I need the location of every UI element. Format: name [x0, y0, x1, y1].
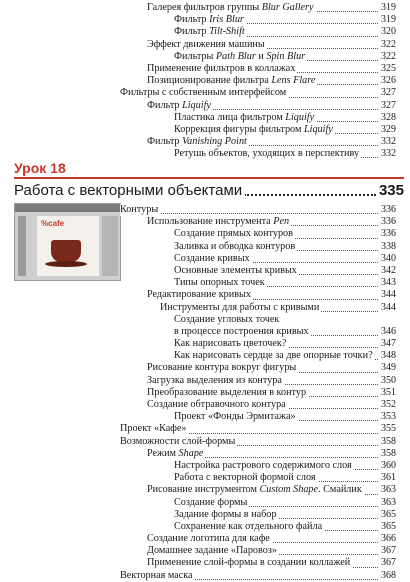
toc-entry[interactable]: [0, 350, 410, 362]
entry-text: Создание прямых контуров: [174, 228, 293, 240]
entry-title: [147, 100, 213, 112]
toc-entry[interactable]: [0, 136, 410, 148]
entry-text: Работа с векторной формой слоя: [174, 472, 316, 484]
entry-title: [147, 63, 297, 75]
entry-title: [174, 26, 247, 38]
entry-title: [174, 14, 246, 26]
entry-page: 327: [381, 99, 396, 111]
entry-page: 360: [381, 459, 396, 471]
toc-entry[interactable]: [0, 472, 410, 484]
entry-text: Галерея фильтров группы: [147, 2, 262, 13]
toc-entry[interactable]: [0, 14, 410, 26]
entry-page: 332: [381, 148, 396, 160]
entry-page: 343: [381, 277, 396, 289]
entry-title: [174, 509, 278, 521]
entry-page: 361: [381, 472, 396, 484]
entry-text: Ретушь объектов, уходящих в перспективу: [174, 148, 360, 160]
entry-title: [174, 277, 267, 289]
toc-entry[interactable]: [0, 423, 410, 435]
toc-entry[interactable]: [0, 204, 410, 216]
entry-text: Фильтр: [174, 14, 210, 26]
entry-term: Path Blur: [215, 50, 256, 62]
entry-page: 358: [381, 447, 396, 459]
entry-text: Заливка и обводка контуров: [174, 240, 296, 252]
toc-entry[interactable]: [0, 362, 410, 374]
entry-text: в процессе построения кривых: [174, 325, 309, 337]
entry-title: [174, 314, 281, 326]
toc-entry[interactable]: [0, 289, 410, 301]
entry-text: Создание логотипа для кафе: [147, 533, 270, 545]
entry-term: Pen: [273, 216, 290, 228]
entry-title: [147, 557, 352, 569]
entry-title: [147, 545, 279, 557]
entry-text: Позиционирование фильтра: [147, 75, 272, 87]
entry-term: Lens Flare: [271, 75, 316, 87]
toc-bottom-section: [0, 204, 410, 582]
entry-page: 358: [381, 435, 396, 447]
toc-entry[interactable]: [0, 399, 410, 411]
toc-entry[interactable]: [0, 302, 410, 314]
entry-title: [174, 148, 361, 160]
entry-title: [174, 411, 298, 423]
entry-text: Создание формы: [174, 496, 248, 508]
entry-text: Проект «Фонды Эрмитажа»: [174, 411, 296, 423]
toc-entry[interactable]: [0, 241, 410, 253]
toc-entry[interactable]: [0, 124, 410, 136]
entry-text-2: и: [255, 50, 267, 62]
entry-title: [160, 302, 321, 314]
entry-text: Рисование контура вокруг фигуры: [147, 362, 297, 374]
toc-entry[interactable]: [0, 326, 410, 338]
lesson-rule: [14, 177, 404, 179]
toc-entry[interactable]: [0, 228, 410, 240]
entry-title: [147, 2, 316, 14]
entry-term: Tilt-Shift: [209, 26, 245, 38]
entry-text: Загрузка выделения из контура: [147, 374, 282, 386]
entry-title: [147, 75, 317, 87]
entry-term-2: Spin Blur: [266, 50, 306, 62]
entry-title: [147, 387, 308, 399]
entry-title: [174, 326, 311, 338]
entry-page: 329: [381, 123, 396, 135]
entry-page: 353: [381, 411, 396, 423]
entry-text: Рисование инструментом: [147, 484, 260, 496]
toc-entry[interactable]: [0, 100, 410, 112]
entry-term: Vanishing Point: [182, 136, 247, 148]
entry-title: [174, 265, 299, 277]
entry-text: Основные элементы кривых: [174, 264, 297, 276]
toc-entry[interactable]: [0, 75, 410, 87]
entry-title: [147, 216, 291, 228]
chapter-title: Работа с векторными объектами: [14, 182, 245, 200]
entry-title: [174, 253, 252, 265]
entry-text: Проект «Кафе»: [120, 423, 187, 435]
entry-title: [147, 289, 253, 301]
entry-text: Типы опорных точек: [174, 277, 265, 289]
entry-title: [147, 448, 205, 460]
entry-term: Liquify: [182, 99, 211, 111]
toc-entry[interactable]: [0, 51, 410, 63]
toc-entry[interactable]: [0, 521, 410, 533]
entry-page: 319: [381, 2, 396, 13]
entry-page: 338: [381, 240, 396, 252]
toc-entry[interactable]: [0, 497, 410, 509]
entry-page: 332: [381, 136, 396, 148]
entry-text: Как нарисовать сердце за две опорные точки?: [174, 350, 373, 362]
toc-entry[interactable]: [0, 484, 410, 496]
entry-text: Контуры: [120, 204, 159, 215]
entry-text: Сохранение как отдельного файла: [174, 520, 323, 532]
entry-text: Фильтры с собственным интерфейсом: [120, 87, 287, 99]
toc-entry[interactable]: [0, 338, 410, 350]
entry-text: Фильтры: [174, 50, 216, 62]
entry-text: Фильтр: [174, 26, 210, 38]
toc-entry[interactable]: [0, 112, 410, 124]
entry-text: Домашнее задание «Паровоз»: [147, 545, 277, 557]
entry-title: [147, 362, 298, 374]
entry-page: 363: [381, 484, 396, 496]
toc-entry[interactable]: [0, 148, 410, 160]
entry-page: 342: [381, 264, 396, 276]
entry-text: Редактирование кривых: [147, 289, 251, 301]
entry-page: 336: [381, 204, 396, 215]
entry-page: 344: [381, 301, 396, 313]
entry-term: Liquify: [303, 123, 333, 135]
toc-entry[interactable]: [0, 509, 410, 521]
toc-entry[interactable]: [0, 314, 410, 326]
entry-title: [174, 228, 295, 240]
entry-text: Настройка растрового содержимого слоя: [174, 459, 352, 471]
entry-page: 346: [381, 325, 396, 337]
entry-text: Инструменты для работы с кривыми: [160, 301, 320, 313]
entry-page: 322: [381, 50, 396, 62]
entry-term: Liquify: [285, 111, 315, 123]
toc-entry[interactable]: [0, 375, 410, 387]
entry-page: 355: [381, 423, 396, 435]
entry-text: Преобразование выделения в контур: [147, 386, 307, 398]
entry-title: [174, 338, 288, 350]
entry-text: Фильтр: [147, 99, 183, 111]
entry-term: Shape: [178, 447, 204, 459]
entry-text: Применение фильтров в коллажах: [147, 62, 296, 74]
toc-entry[interactable]: [0, 411, 410, 423]
entry-title: [174, 112, 316, 124]
toc-entry[interactable]: [0, 545, 410, 557]
entry-text: Создание обтравочного контура: [147, 399, 286, 410]
entry-title: [174, 472, 318, 484]
entry-text: Задание формы в набор: [174, 508, 277, 520]
toc-entry[interactable]: [0, 63, 410, 75]
toc-entry[interactable]: [0, 436, 410, 448]
toc-entry[interactable]: [0, 448, 410, 460]
entry-title: [120, 570, 195, 582]
entry-title: [174, 51, 307, 63]
entry-page: 327: [381, 87, 396, 99]
entry-title: [147, 484, 364, 496]
entry-page: 349: [381, 362, 396, 374]
entry-page: 351: [381, 386, 396, 398]
toc-entry[interactable]: [0, 216, 410, 228]
toc-entry[interactable]: [0, 2, 410, 14]
toc-top-section: [0, 2, 410, 160]
entry-text: Создание кривых: [174, 252, 250, 264]
entry-page: 366: [381, 533, 396, 545]
entry-term: Custom Shape: [259, 484, 319, 496]
toc-entry[interactable]: [0, 87, 410, 99]
entry-page: 336: [381, 216, 396, 228]
entry-title: [147, 399, 288, 411]
entry-page: 322: [381, 38, 396, 50]
entry-page: 365: [381, 520, 396, 532]
entry-text: Коррекция фигуры фильтром: [174, 123, 304, 135]
entry-title: [174, 350, 375, 362]
chapter-page: 335: [376, 182, 404, 200]
lesson-heading: Урок 18: [14, 160, 66, 176]
entry-page: 367: [381, 545, 396, 557]
entry-title: [174, 124, 335, 136]
entry-text: Использование инструмента: [147, 216, 274, 228]
toc-entry[interactable]: [0, 277, 410, 289]
entry-page: 325: [381, 62, 396, 74]
entry-title: [147, 39, 267, 51]
chapter-heading: [14, 182, 406, 200]
entry-text-2: . Смайлик: [318, 484, 362, 496]
entry-title: [174, 521, 324, 533]
entry-title: [120, 204, 160, 216]
entry-title: [147, 533, 272, 545]
entry-page: 363: [381, 496, 396, 508]
entry-page: 347: [381, 338, 396, 350]
entry-page: 344: [381, 289, 396, 301]
toc-entry[interactable]: [0, 253, 410, 265]
entry-title: [147, 136, 249, 148]
entry-text: Пластика лица фильтром: [174, 111, 286, 123]
chapter-leader: [244, 194, 376, 196]
entry-title: [174, 460, 354, 472]
entry-term: Blur Gallery: [261, 2, 314, 13]
entry-page: 340: [381, 252, 396, 264]
entry-page: 368: [381, 569, 396, 581]
entry-term: Iris Blur: [209, 14, 244, 26]
entry-title: [120, 87, 288, 99]
entry-page: 367: [381, 557, 396, 569]
entry-page: 328: [381, 111, 396, 123]
entry-title: [147, 375, 284, 387]
toc-entry[interactable]: [0, 26, 410, 38]
entry-text: Эффект движения машины: [147, 38, 265, 50]
entry-page: 336: [381, 228, 396, 240]
entry-text: Векторная маска: [120, 569, 193, 581]
entry-title: [174, 241, 297, 253]
toc-entry[interactable]: [0, 460, 410, 472]
entry-page: 319: [381, 14, 396, 26]
entry-page: 348: [381, 350, 396, 362]
entry-text: Как нарисовать цветочек?: [174, 338, 287, 350]
entry-title: [120, 423, 189, 435]
entry-page: 352: [381, 399, 396, 410]
toc-entry[interactable]: [0, 387, 410, 399]
entry-page: 365: [381, 508, 396, 520]
toc-entry[interactable]: [0, 533, 410, 545]
toc-entry[interactable]: [0, 265, 410, 277]
entry-title: [174, 497, 249, 509]
entry-page: 326: [381, 75, 396, 87]
entry-text: Возможности слой-формы: [120, 435, 236, 447]
entry-text: Создание угловых точек: [174, 313, 280, 325]
entry-title: [120, 436, 237, 448]
toc-entry[interactable]: [0, 39, 410, 51]
entry-text: Режим: [147, 447, 179, 459]
entry-text: Фильтр: [147, 136, 183, 148]
thumbnail-logo: %cafe: [41, 219, 65, 228]
entry-page: 320: [381, 26, 396, 38]
entry-text: Применение слой-формы в создании коллажей: [147, 557, 351, 569]
entry-page: 350: [381, 374, 396, 386]
leader-dots: [130, 212, 396, 214]
toc-entry[interactable]: [0, 557, 410, 569]
toc-entry[interactable]: [0, 570, 410, 582]
